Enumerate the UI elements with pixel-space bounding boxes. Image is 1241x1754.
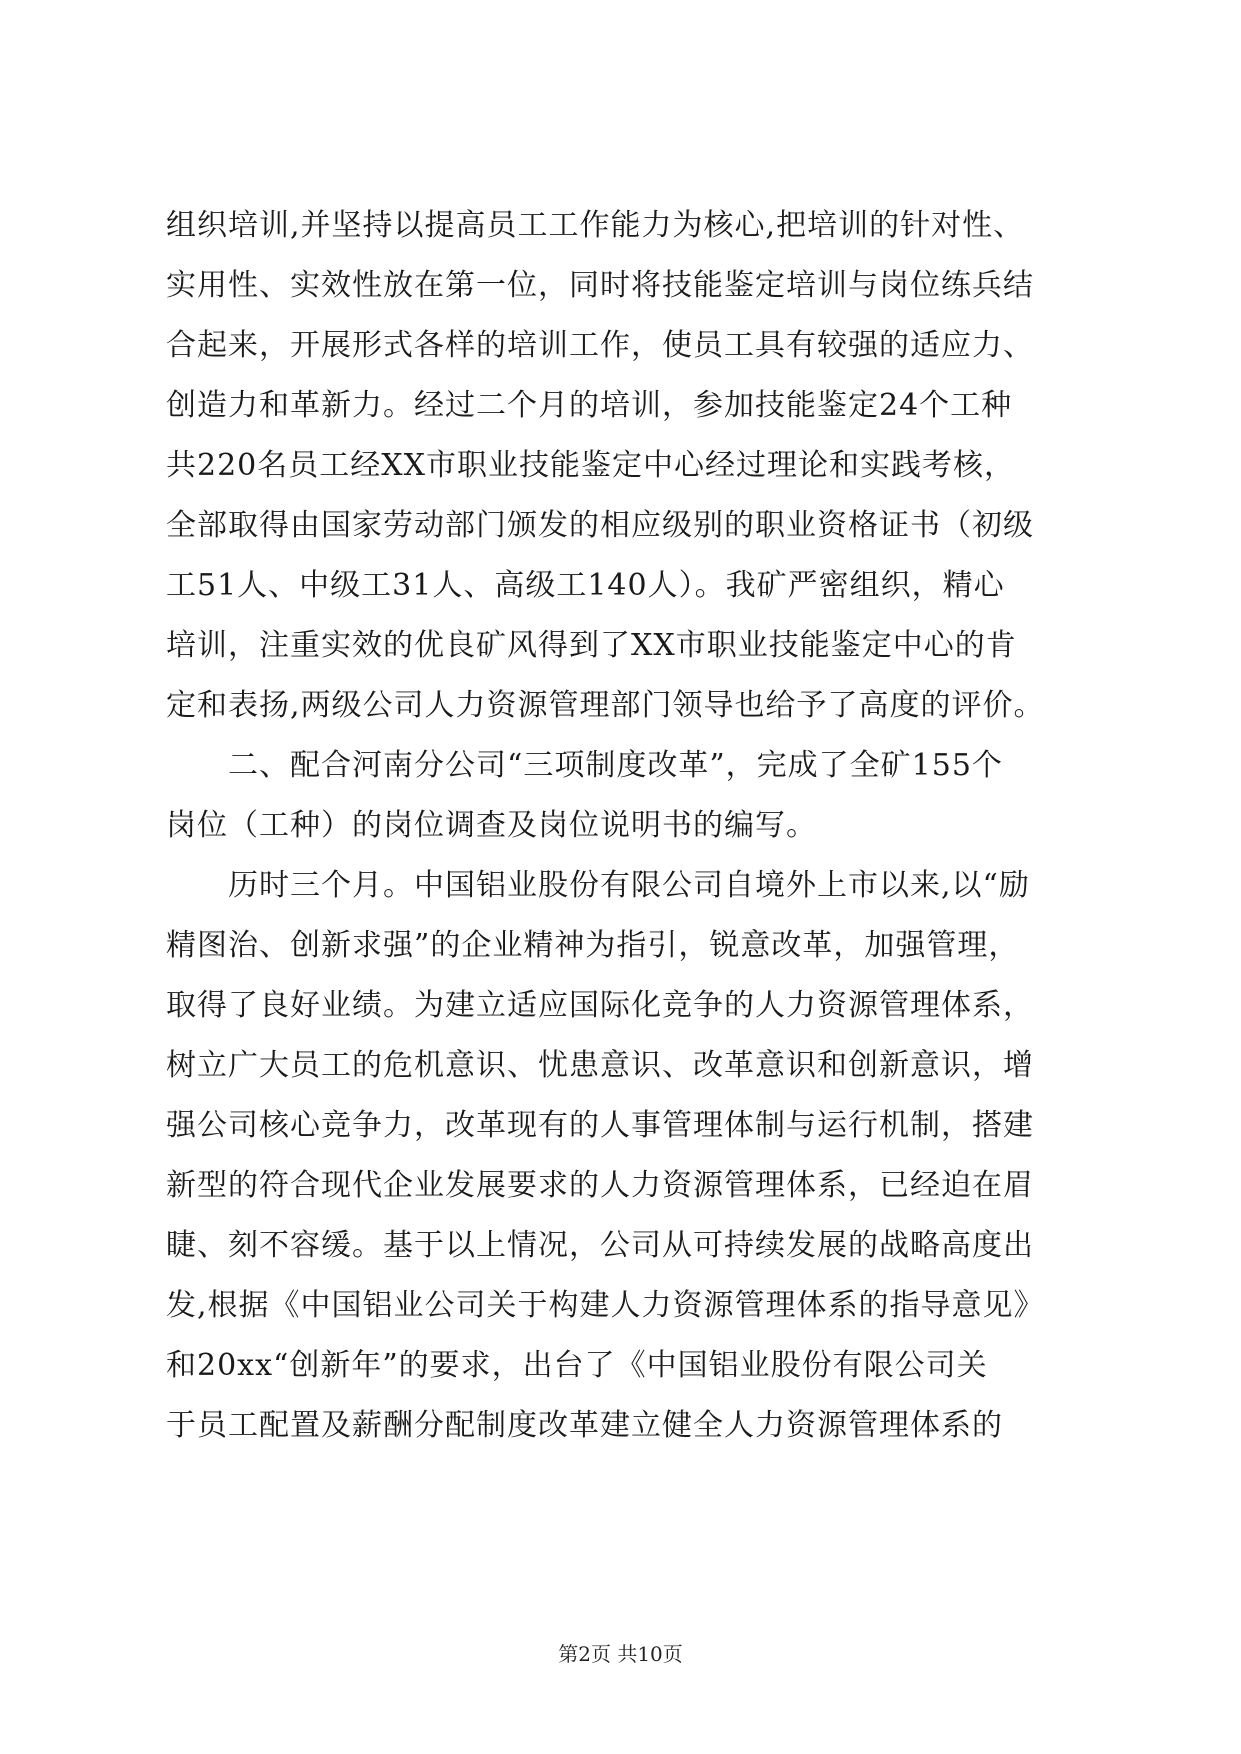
- text-line: 工51人、中级工31人、高级工140人）。我矿严密组织，精心: [166, 568, 1005, 603]
- text-line: 定和表扬,两级公司人力资源管理部门领导也给予了高度的评价。: [166, 688, 1045, 723]
- document-body: [166, 196, 1086, 1456]
- text-line: 培训，注重实效的优良矿风得到了XX市职业技能鉴定中心的肯: [166, 628, 1017, 663]
- section-heading-line: 二、配合河南分公司“三项制度改革”，完成了全矿155个: [228, 748, 1003, 783]
- text-line: 合起来，开展形式各样的培训工作，使员工具有较强的适应力、: [166, 328, 1034, 363]
- text-line: 和20xx“创新年”的要求，出台了《中国铝业股份有限公司关: [166, 1348, 988, 1383]
- text-line: 取得了良好业绩。为建立适应国际化竞争的人力资源管理体系，: [166, 988, 1034, 1023]
- text-line: 新型的符合现代企业发展要求的人力资源管理体系，已经迫在眉: [166, 1168, 1034, 1203]
- text-line: 全部取得由国家劳动部门颁发的相应级别的职业资格证书（初级: [166, 508, 1034, 543]
- text-line: 精图治、创新求强”的企业精神为指引，锐意改革，加强管理，: [166, 928, 1020, 963]
- text-line: 树立广大员工的危机意识、忧患意识、改革意识和创新意识，增: [166, 1048, 1034, 1083]
- page-footer: [0, 1640, 1241, 1668]
- text-line: 组织培训,并坚持以提高员工工作能力为核心,把培训的针对性、: [166, 208, 1025, 243]
- page-number: 第2页 共10页: [558, 1642, 683, 1666]
- text-line: 发,根据《中国铝业公司关于构建人力资源管理体系的指导意见》: [166, 1288, 1045, 1323]
- text-line: 实用性、实效性放在第一位，同时将技能鉴定培训与岗位练兵结: [166, 268, 1034, 303]
- section-heading-line: 岗位（工种）的岗位调查及岗位说明书的编写。: [166, 808, 817, 843]
- text-line: 历时三个月。中国铝业股份有限公司自境外上市以来,以“励: [228, 868, 1030, 903]
- text-line: 于员工配置及薪酬分配制度改革建立健全人力资源管理体系的: [166, 1408, 1003, 1443]
- text-line: 创造力和革新力。经过二个月的培训，参加技能鉴定24个工种: [166, 388, 1013, 423]
- text-line: 睫、刻不容缓。基于以上情况，公司从可持续发展的战略高度出: [166, 1228, 1034, 1263]
- text-line: 共220名员工经XX市职业技能鉴定中心经过理论和实践考核，: [166, 448, 1015, 483]
- text-line: 强公司核心竞争力，改革现有的人事管理体制与运行机制，搭建: [166, 1108, 1034, 1143]
